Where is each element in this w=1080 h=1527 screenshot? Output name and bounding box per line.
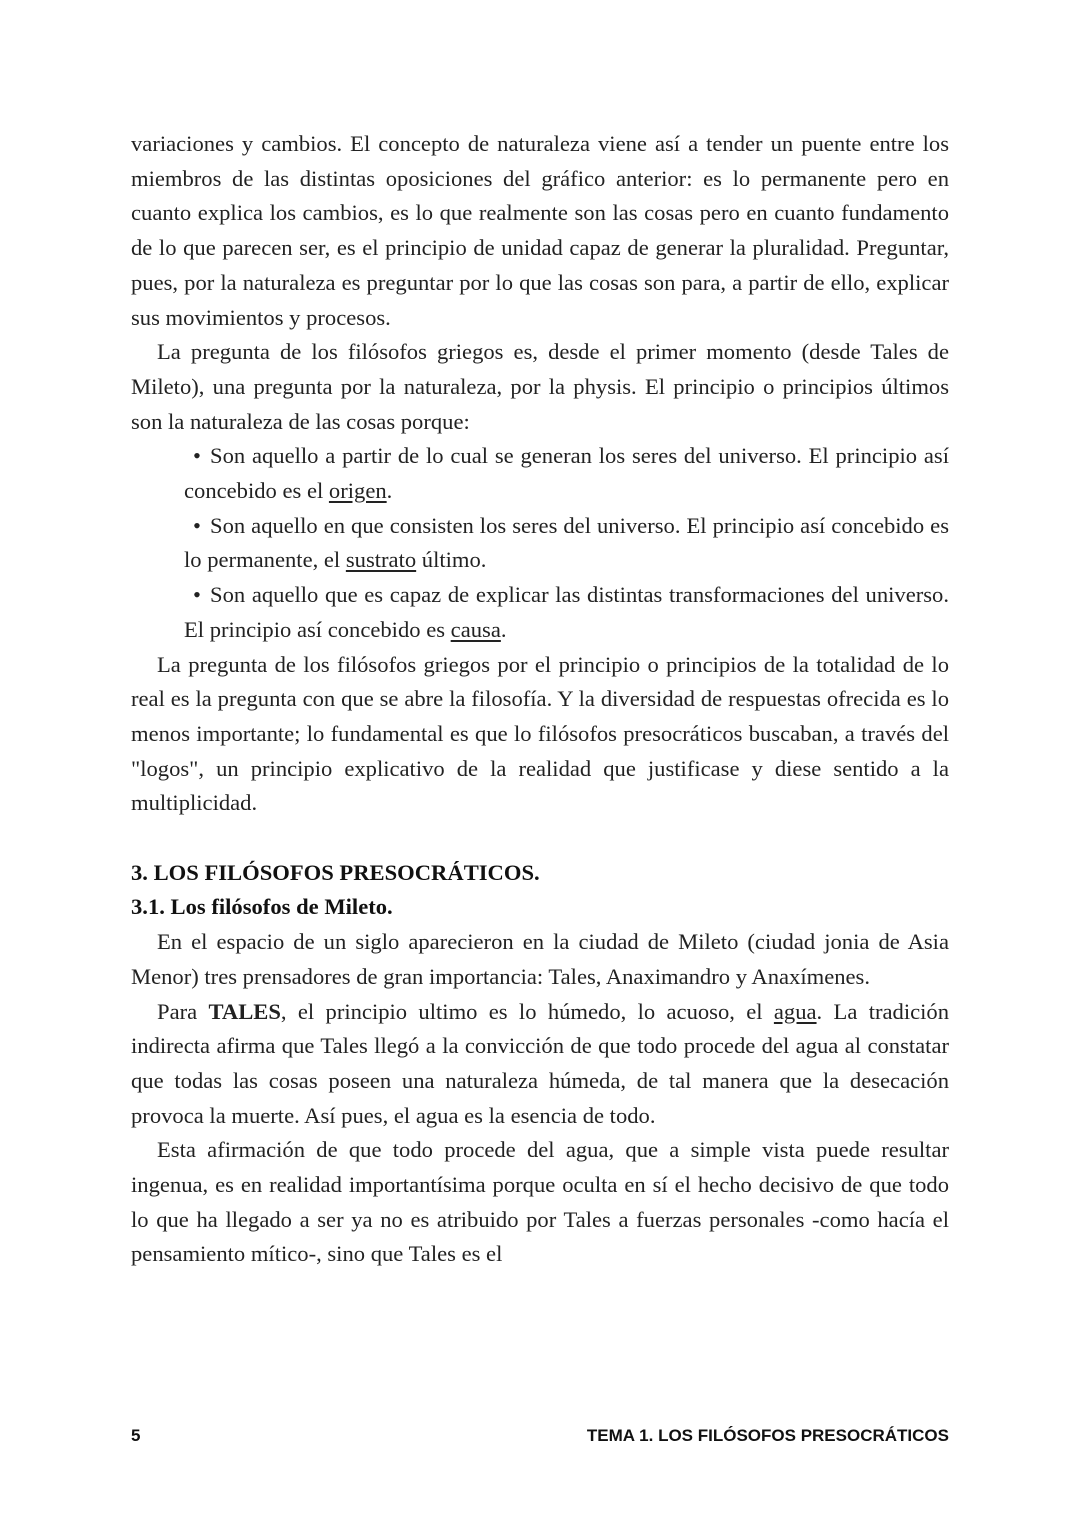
paragraph-naturaleza: variaciones y cambios. El concepto de naturaleza viene así a tender un puente entre los miembros de las distintas oposiciones del gráfico anterior: es lo permanente pero en cuanto explica los cambios, es lo que realmente son las cosas pero en cuanto fundamento de lo que parecen ser, es el principio de unidad capaz de generar la pluralidad. Preguntar, pues, por la naturaleza es preguntar por lo que las cosas son para, a partir de ello, explicar sus movimientos y procesos.: [131, 131, 949, 330]
bullet-icon: •: [193, 443, 201, 469]
list-item-sustrato: • Son aquello en que consisten los seres del universo. El principio así concebido es lo permanente, el sustrato último.: [184, 509, 949, 578]
chapter-title: TEMA 1. LOS FILÓSOFOS PRESOCRÁTICOS: [586, 1426, 949, 1445]
paragraph-mileto: En el espacio de un siglo aparecieron en la ciudad de Mileto (ciudad jonia de Asia Menor) tres prensadores de gran importancia: Tales, Anaximandro y Anaxímenes.: [131, 929, 949, 989]
paragraph-afirmacion-agua: Esta afirmación de que todo procede del agua, que a simple vista puede resultar ingenua, es en realidad importantísima porque oculta en sí el hecho decisivo de que todo lo que ha llegado a ser ya no es atribuido por Tales a fuerzas personales -como hacía el pensamiento mítico-, sino que Tales es el: [131, 1137, 949, 1267]
principles-list: [131, 439, 949, 647]
bullet-icon: •: [193, 512, 201, 538]
name-tales: TALES: [208, 998, 281, 1024]
term-sustrato: sustrato: [345, 547, 417, 573]
term-agua: agua: [773, 998, 817, 1024]
list-item-causa: • Son aquello que es capaz de explicar las distintas transformaciones del universo. El principio así concebido es causa.: [184, 578, 949, 647]
term-causa: causa: [450, 616, 501, 642]
subsection-heading: 3.1. Los filósofos de Mileto.: [131, 894, 393, 920]
term-origen: origen: [328, 478, 387, 504]
section-heading: 3. LOS FILÓSOFOS PRESOCRÁTICOS.: [131, 859, 540, 885]
list-item-origen: • Son aquello a partir de lo cual se generan los seres del universo. El principio así concebido es el origen.: [184, 439, 949, 508]
page-footer: [131, 1426, 949, 1446]
page-content: [131, 127, 949, 1272]
page-number: 5: [131, 1426, 141, 1445]
paragraph-tales: Para TALES, el principio ultimo es lo húmedo, lo acuoso, el agua. La tradición indirecta afirma que Tales llegó a la convicción de que todo procede del agua al constatar que todas las cosas poseen una naturaleza húmeda, de tal manera que la desecación provoca la muerte. Así pues, el agua es la esencia de todo.: [131, 998, 949, 1128]
bullet-icon: •: [193, 582, 201, 608]
section-spacer: [131, 821, 949, 856]
paragraph-apertura-filosofia: La pregunta de los filósofos griegos por el principio o principios de la totalidad de lo real es la pregunta con que se abre la filosofía. Y la diversidad de respuestas ofrecida es lo menos importante; lo fundamental es que lo filósofos presocráticos buscaban, a través del "logos", un principio explicativo de la realidad que justificase y diese sentido a la multiplicidad.: [131, 651, 949, 816]
paragraph-pregunta-physis: La pregunta de los filósofos griegos es, desde el primer momento (desde Tales de Mileto), una pregunta por la naturaleza, por la physis. El principio o principios últimos son la naturaleza de las cosas porque:: [131, 339, 949, 434]
